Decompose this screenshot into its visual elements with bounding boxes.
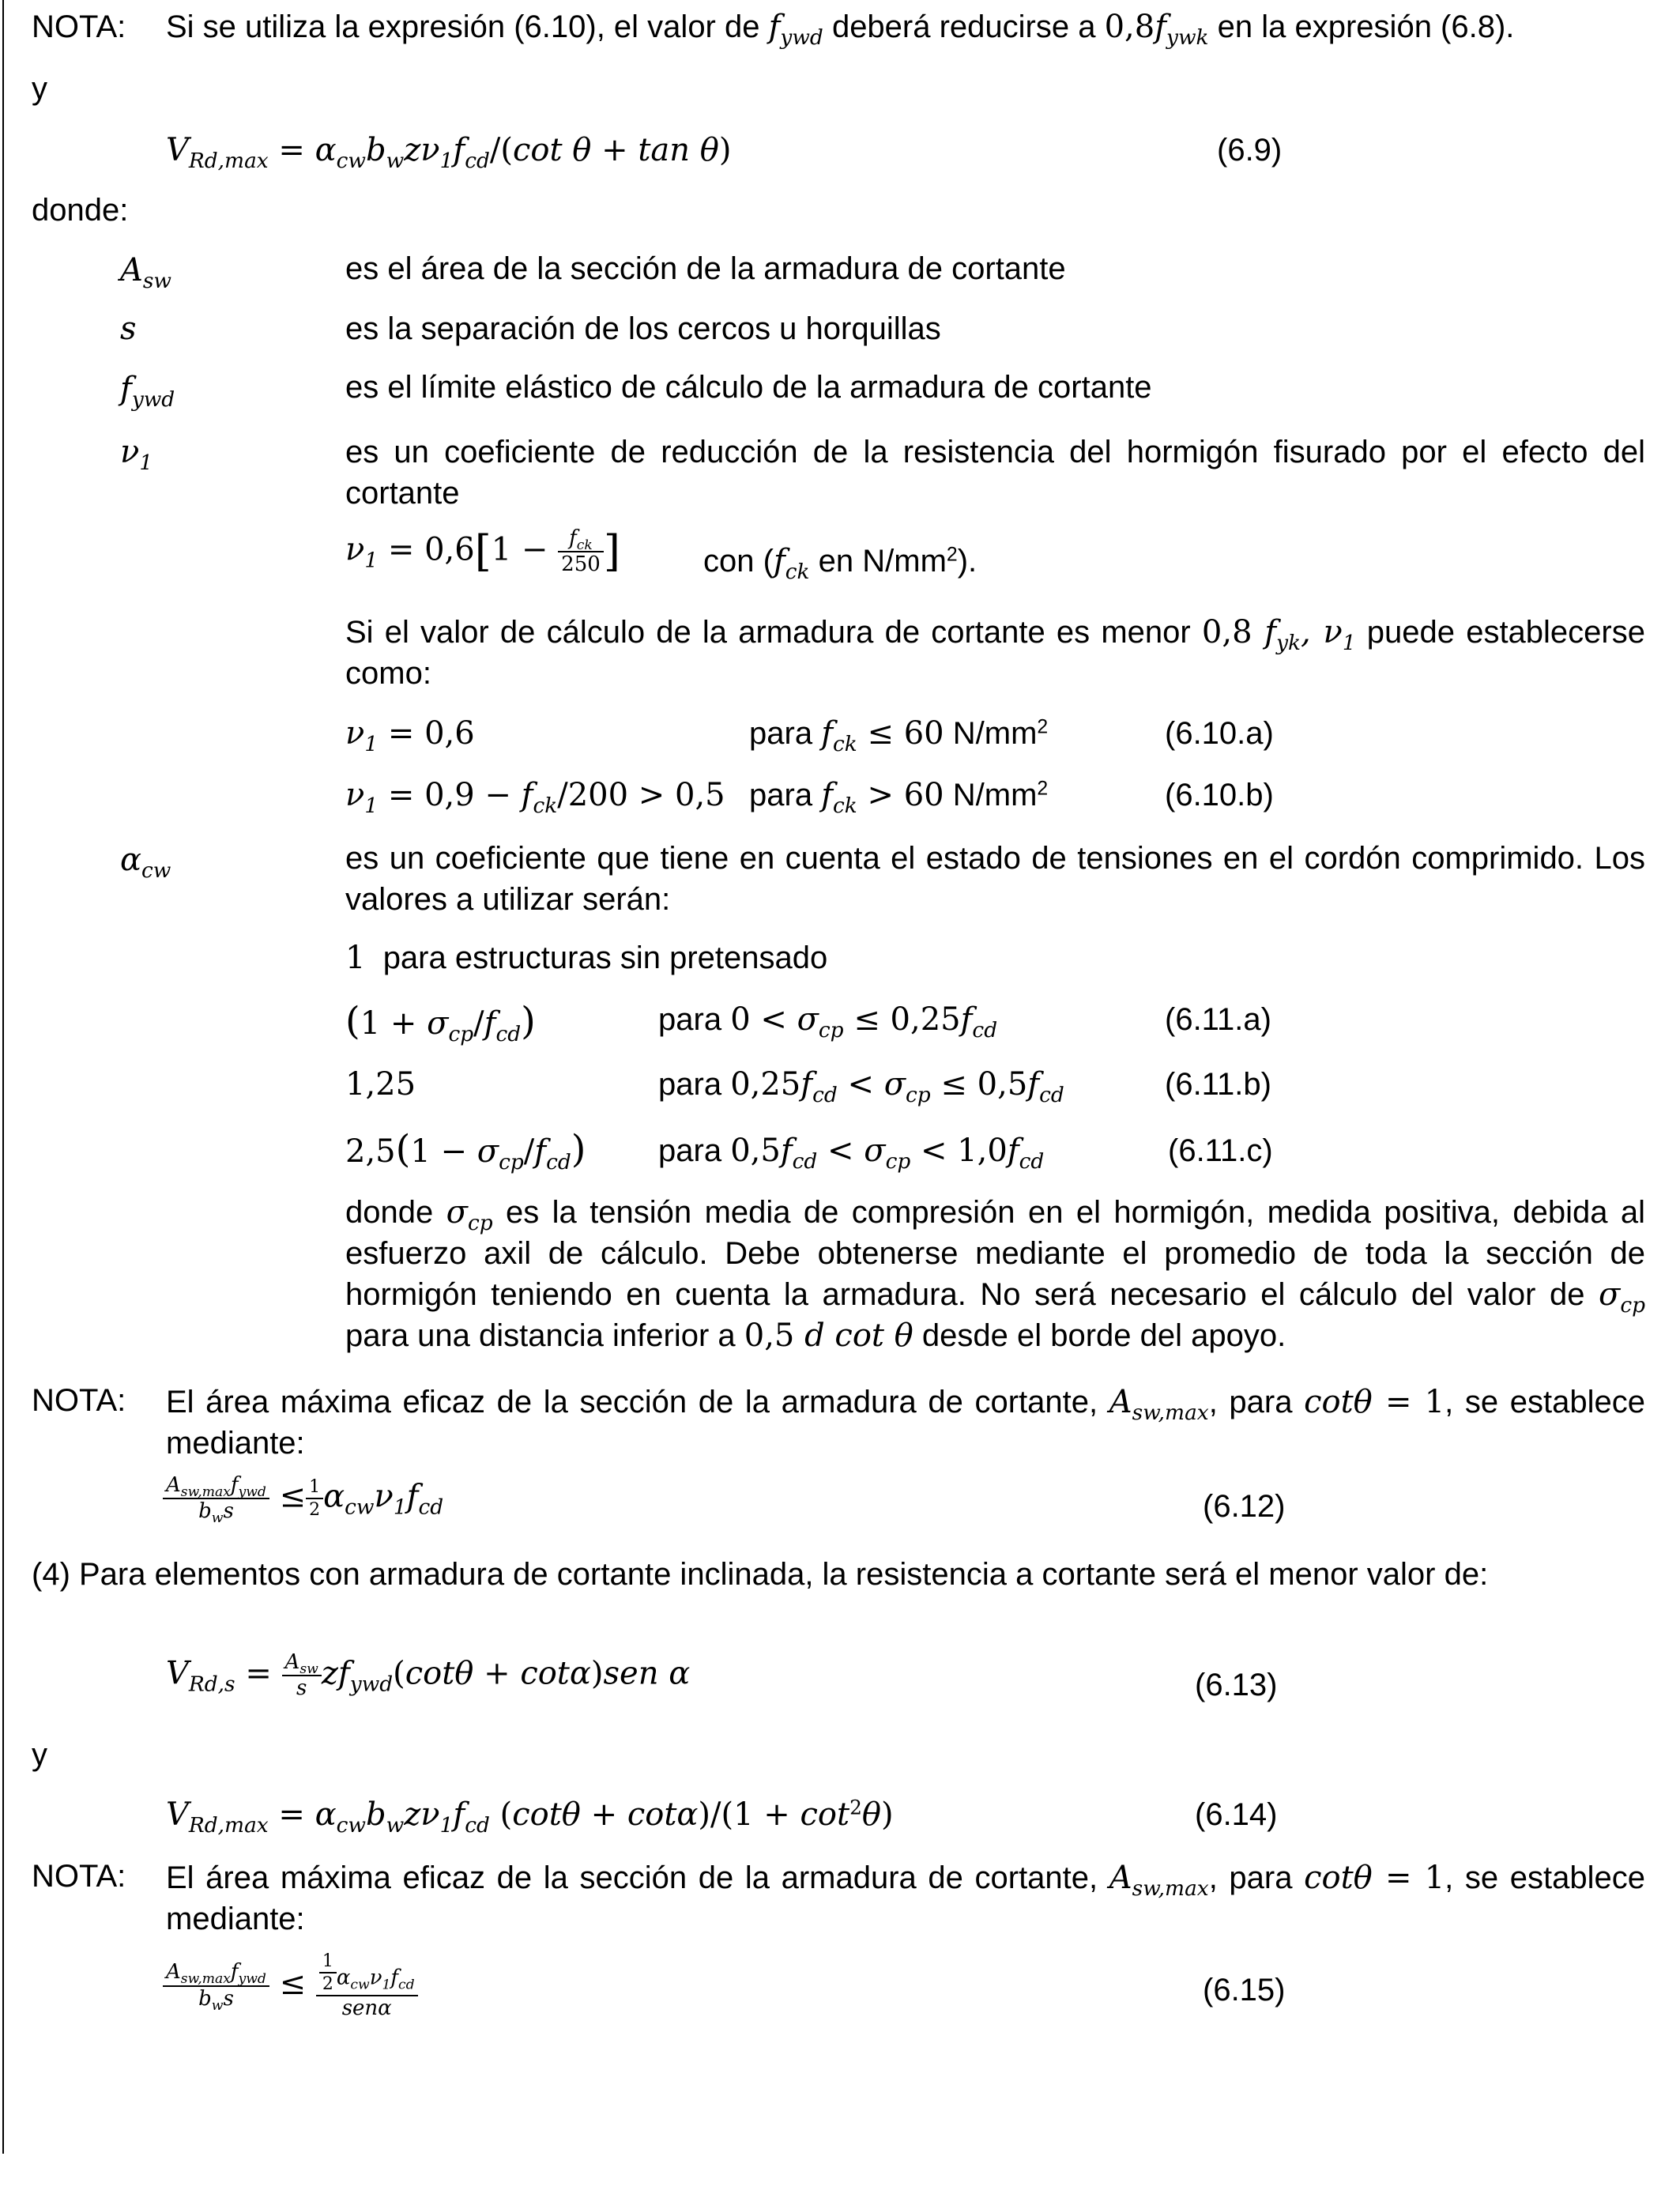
equation-6-12-formula: $\frac{A_{sw,max}f_{ywd}}{b_ws}$ ≤ $\frac{1}{2}$ $\alpha_{cw}\nu_1f_{cd}$ — [163, 1475, 443, 1523]
equation-6-15-number: (6.15) — [1203, 1973, 1286, 2007]
nota-label: NOTA: — [32, 1383, 126, 1418]
equation-6-12-number: (6.12) — [1203, 1489, 1286, 1524]
equation-6-9-formula: $V_{Rd,max} = \alpha_{cw}b_wz\nu_1f_{cd}/(\cot$ θ + tan θ) — [166, 132, 732, 174]
definition-alpha-cw-text: es un coeficiente que tiene en cuenta el estado de tensiones en el cordón comprimido. Los valores a utilizar serán: — [345, 841, 1645, 917]
equation-6-11-a-number: (6.11.a) — [1165, 1002, 1271, 1037]
definition-nu1-text: es un coeficiente de reducción de la resistencia del hormigón fisurado por el efecto del cortante — [345, 435, 1645, 511]
equation-6-11-c-number: (6.11.c) — [1168, 1133, 1273, 1168]
equation-6-10-a-number: (6.10.a) — [1165, 716, 1274, 751]
definition-fywd-text: es el límite elástico de cálculo de la armadura de cortante — [345, 370, 1152, 405]
alpha-case-1: 1 para estructuras sin pretensado — [345, 940, 828, 976]
equation-6-15-formula: $\frac{A_{sw,max}f_{ywd}}{b_ws}$ ≤ $\frac{1}{2}$ $\alpha_{cw}\nu_1f_{cd}$ senα — [163, 1952, 418, 2019]
equation-6-10-a-formula: $\nu_1 = 0,6$ — [345, 715, 475, 757]
nu1-units: con ($f_{ck}$ en $N/mm^2$). — [703, 543, 977, 585]
equation-6-11-a-formula: $(1 + \sigma_{cp}/f_{cd})$ — [345, 999, 536, 1047]
equation-6-11-b-number: (6.11.b) — [1165, 1067, 1271, 1102]
nota-label: NOTA: — [32, 1859, 126, 1894]
equation-6-13-number: (6.13) — [1195, 1668, 1278, 1702]
equation-6-11-c-formula: $2,5(1 - \sigma_{cp}/f_{cd})$ — [345, 1127, 586, 1175]
note-1-text: Si se utiliza la expresión (6.10), el valor de $f_{ywd}$ deberá reducirse a $0,8f_{ywk}$ en la expresión (6.8). — [166, 9, 1515, 51]
section-4-text: (4) Para elementos con armadura de cortante inclinada, la resistencia a cortante será el menor valor de: — [32, 1557, 1489, 1592]
note-2-text: El área máxima eficaz de la sección de la armadura de cortante, $A_{sw,max}$, para cotθ = 1, se establece mediante: — [166, 1384, 1645, 1461]
equation-6-13-formula: $V_{Rd,s}$ = $\frac{A_{sw}}{s}$ $zf_{ywd}(\cot\theta + \cot\alpha)sen$ α — [166, 1650, 691, 1701]
definition-s-text: es la separación de los cercos u horquillas — [345, 311, 941, 346]
page-left-border — [2, 0, 4, 2154]
symbol-asw: $A_{sw}$ — [120, 252, 172, 294]
sigma-cp-paragraph: donde $\sigma_{cp}$ es la tensión media de compresión en el hormigón, medida positiva, debida al esfuerzo axil de cálculo. Debe obtenerse mediante el promedio de toda la sección de hormigón teniendo en cuenta la armadura. No será necesario el cálculo del valor de $\sigma_{cp}$ para una distancia inferior a 0,5 d cot θ desde el borde del apoyo. — [345, 1194, 1645, 1354]
equation-6-14-formula: $V_{Rd,max} = \alpha_{cw}b_wz\nu_1f_{cd}$ $(\cot\theta + \cot\alpha)/(1 + \cot^2\theta)$ — [166, 1796, 894, 1838]
equation-6-10-a-condition: para $f_{ck} \le 60$ $N/mm^2$ — [749, 715, 1049, 757]
equation-6-10-b-number: (6.10.b) — [1165, 778, 1274, 812]
y-label-2: y — [32, 1737, 47, 1772]
symbol-s: s — [120, 311, 137, 347]
equation-6-10-b-formula: $\nu_1 = 0,9 - f_{ck}/200 > 0,5$ — [345, 777, 725, 819]
equation-6-14-number: (6.14) — [1195, 1797, 1278, 1832]
equation-6-11-b-condition: para $0,25f_{cd} < \sigma_{cp} \le 0,5f_{cd}$ — [658, 1066, 1064, 1108]
nu1-formula: $\nu_1 = 0,6[1$ − $\frac{f_{ck}}{250}$ ] — [345, 526, 620, 577]
donde-label: donde: — [32, 193, 129, 228]
symbol-alpha-cw: $\alpha_{cw}$ — [120, 842, 171, 884]
note-3-text: El área máxima eficaz de la sección de la armadura de cortante, $A_{sw,max}$, para cotθ = 1, se establece mediante: — [166, 1860, 1645, 1936]
symbol-nu1: $\nu_1$ — [120, 434, 153, 476]
equation-6-11-c-condition: para $0,5f_{cd} < \sigma_{cp} < 1,0f_{cd}$ — [658, 1133, 1045, 1174]
symbol-fywd: $f_{ywd}$ — [120, 371, 175, 413]
y-label-1: y — [32, 71, 47, 106]
equation-6-11-a-condition: para $0 < \sigma_{cp} \le 0,25f_{cd}$ — [658, 1001, 998, 1043]
definition-asw-text: es el área de la sección de la armadura de cortante — [345, 251, 1066, 286]
equation-6-11-b-formula: 1,25 — [345, 1066, 416, 1103]
equation-6-9-number: (6.9) — [1217, 133, 1283, 168]
nu1-condition-text: Si el valor de cálculo de la armadura de cortante es menor 0,8 $f_{yk}$, $\nu_1$ puede establecerse como: — [345, 614, 1645, 691]
nota-label: NOTA: — [32, 9, 126, 44]
equation-6-10-b-condition: para $f_{ck} > 60$ $N/mm^2$ — [749, 777, 1049, 819]
